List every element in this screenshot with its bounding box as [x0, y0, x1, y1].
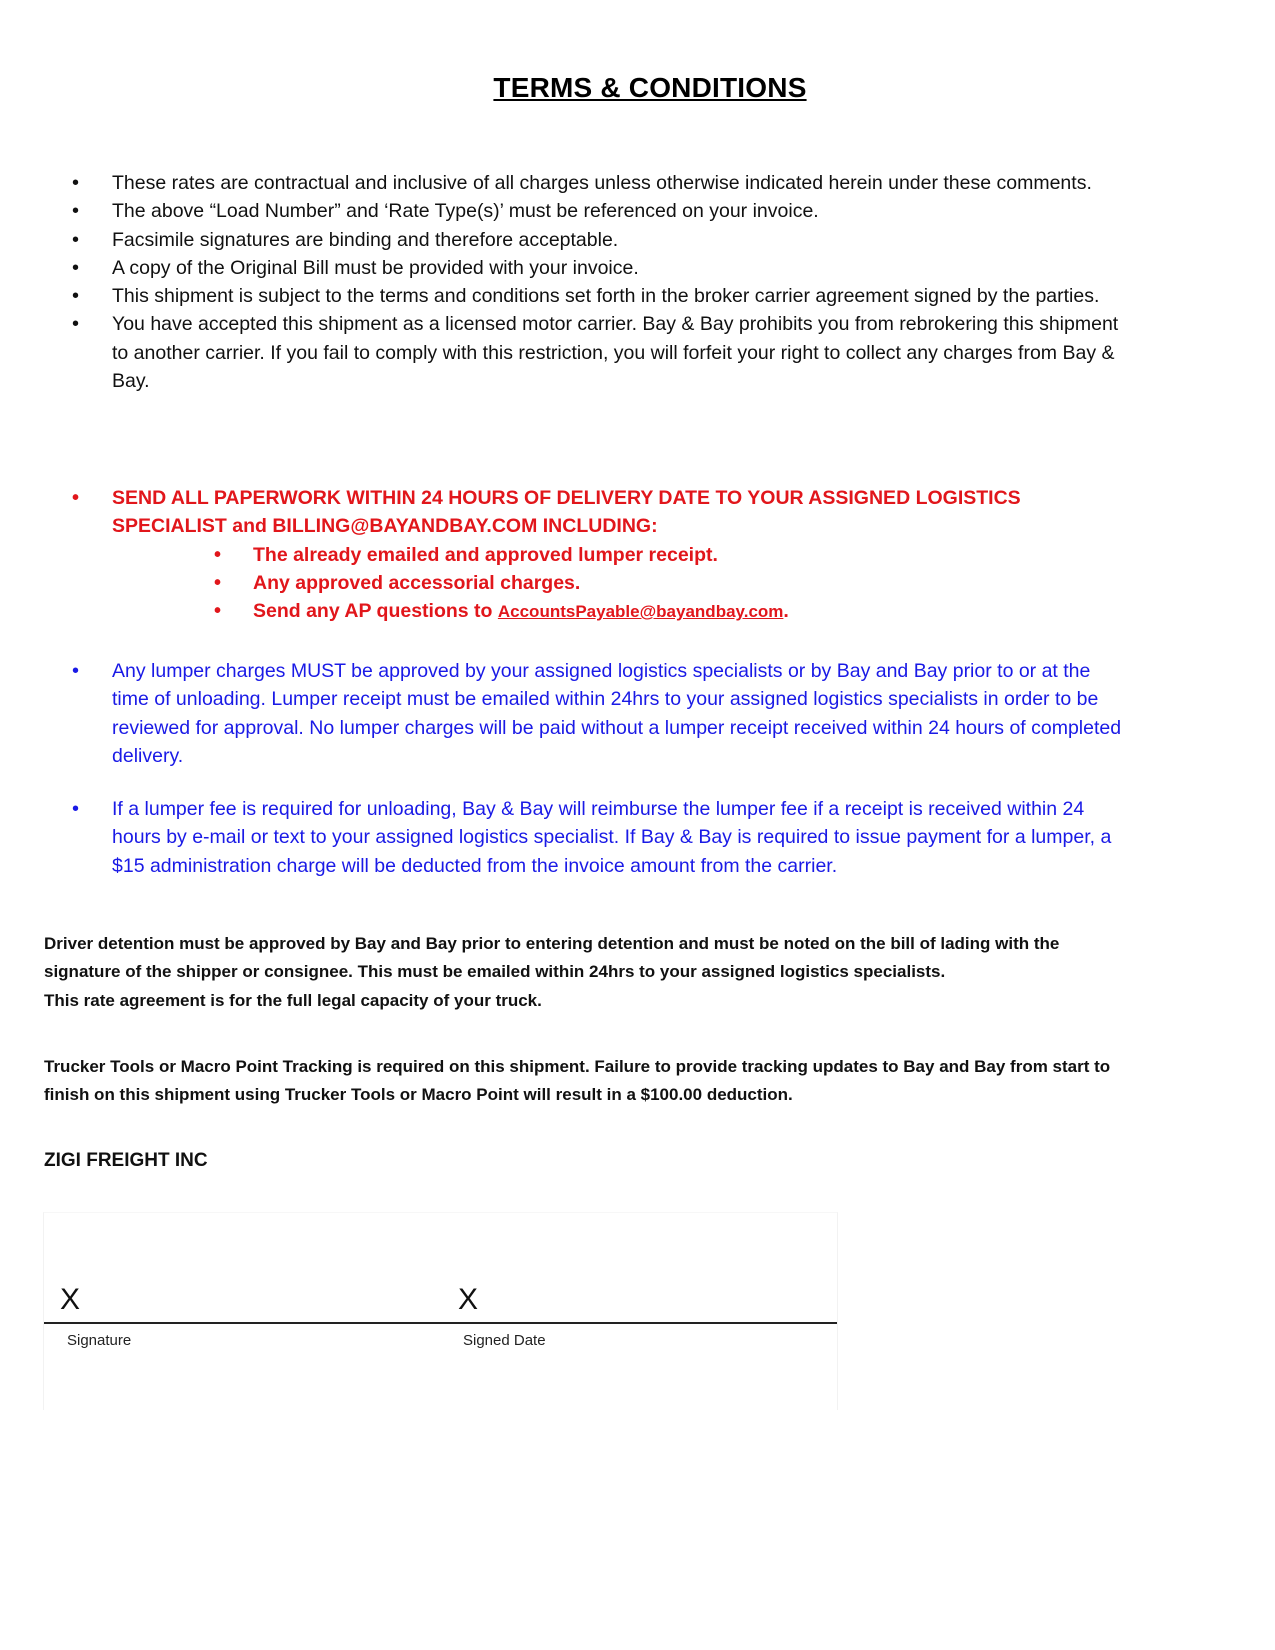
signature-line: [44, 1322, 837, 1324]
list-item: • The already emailed and approved lumper receipt.: [112, 541, 1105, 569]
paperwork-sub-list: [112, 541, 1105, 627]
paperwork-notice-item: [45, 484, 1105, 626]
list-item: • This shipment is subject to the terms and conditions set forth in the broker carrier agreement signed by the parties.: [45, 282, 1125, 310]
capacity-paragraph: This rate agreement is for the full legal capacity of your truck.: [44, 991, 542, 1010]
company-name: ZIGI FREIGHT INC: [44, 1150, 208, 1171]
lumper-reimbursement-notice: [45, 795, 1125, 880]
list-item: • The above “Load Number” and ‘Rate Type(s)’ must be referenced on your invoice.: [45, 197, 1125, 225]
paperwork-notice: [45, 484, 1105, 626]
list-item: [112, 597, 1105, 626]
tracking-paragraph: Trucker Tools or Macro Point Tracking is required on this shipment. Failure to provide tracking updates to Bay and Bay from start to finish on this shipment using Trucker Tools or Macro Point will result in a $100.00 deduction.: [44, 1057, 1111, 1104]
accounts-payable-email-link[interactable]: AccountsPayable@bayandbay.com: [497, 602, 784, 622]
ap-questions-text: Send any AP questions to: [253, 600, 498, 623]
page-title: TERMS & CONDITIONS: [493, 72, 807, 103]
lumper-approval-notice: [45, 657, 1125, 770]
signature-block: [43, 1212, 838, 1410]
signed-date-field[interactable]: X: [458, 1283, 479, 1316]
list-item: • You have accepted this shipment as a licensed motor carrier. Bay & Bay prohibits you from rebrokering this shipment to another carrier. If you fail to comply with this restriction, you will forfeit your right to collect any charges from Bay & Bay.: [45, 310, 1125, 395]
list-item: • Any approved accessorial charges.: [112, 569, 1105, 597]
signed-date-label: Signed Date: [463, 1332, 546, 1349]
paperwork-notice-text: SEND ALL PAPERWORK WITHIN 24 HOURS OF DELIVERY DATE TO YOUR ASSIGNED LOGISTICS SPECIALIST and BILLING@BAYANDBAY.COM INCLUDING:: [112, 487, 1021, 538]
list-item: • Facsimile signatures are binding and therefore acceptable.: [45, 226, 1125, 254]
terms-list: [45, 169, 1125, 395]
list-item: • Any lumper charges MUST be approved by your assigned logistics specialists or by Bay and Bay prior to or at the time of unloading. Lumper receipt must be emailed within 24hrs to your assigned logistics specialists in order to be reviewed for approval. No lumper charges will be paid without a lumper receipt received within 24 hours of completed delivery.: [45, 657, 1125, 770]
detention-paragraph: Driver detention must be approved by Bay and Bay prior to entering detention and must be noted on the bill of lading with the signature of the shipper or consignee. This must be emailed within 24hrs to your assigned logistics specialists.: [44, 934, 1060, 981]
signature-field[interactable]: X: [60, 1283, 81, 1316]
list-item: • These rates are contractual and inclusive of all charges unless otherwise indicated herein under these comments.: [45, 169, 1125, 197]
list-item: • If a lumper fee is required for unloading, Bay & Bay will reimburse the lumper fee if a receipt is received within 24 hours by e-mail or text to your assigned logistics specialist. If Bay & Bay is required to issue payment for a lumper, a $15 administration charge will be deducted from the invoice amount from the carrier.: [45, 795, 1125, 880]
ap-questions-suffix: .: [783, 600, 789, 623]
list-item: • A copy of the Original Bill must be provided with your invoice.: [45, 254, 1125, 282]
signature-label: Signature: [67, 1332, 132, 1349]
